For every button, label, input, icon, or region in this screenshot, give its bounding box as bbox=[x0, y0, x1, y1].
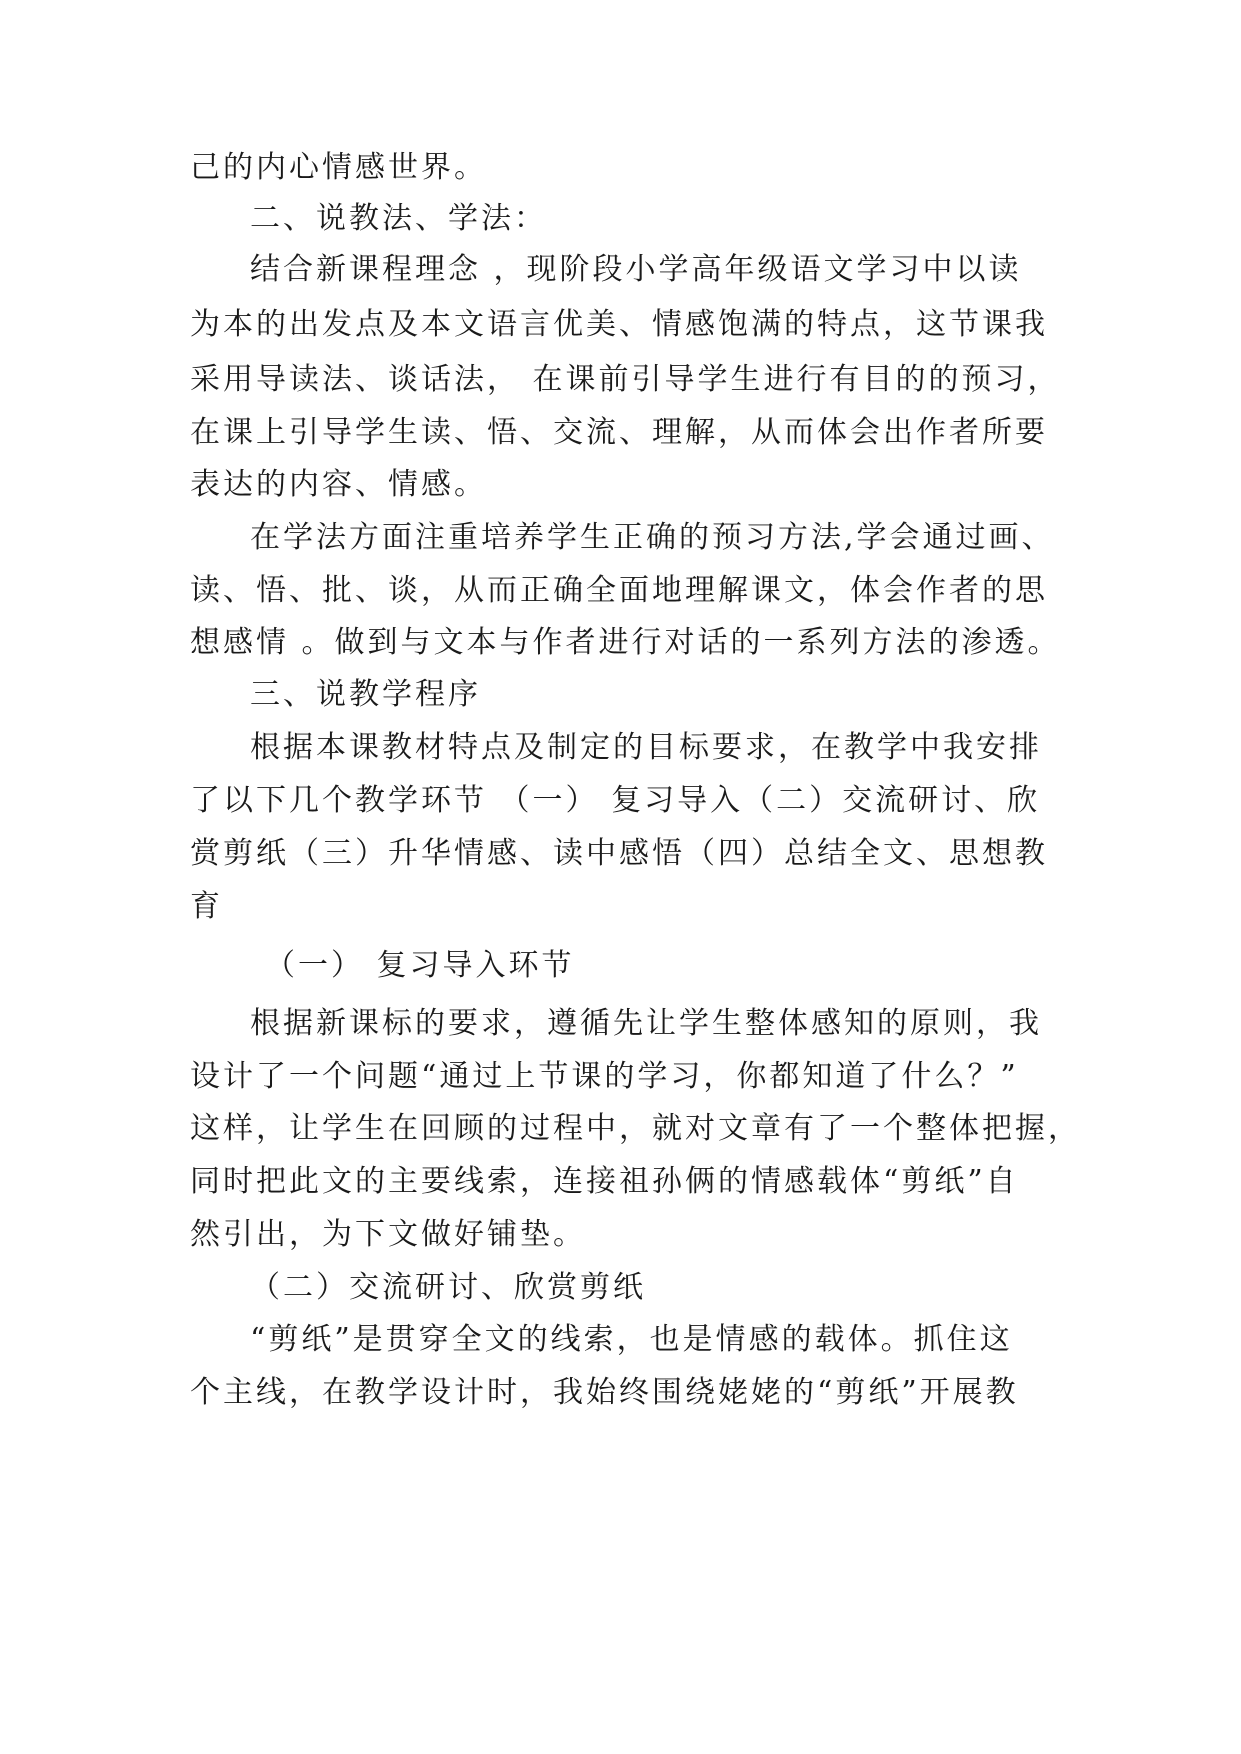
section-heading: 二、说教法、学法： bbox=[250, 201, 547, 236]
text-line: 个主线，在教学设计时，我始终围绕姥姥的“剪纸”开展教 bbox=[190, 1375, 1019, 1410]
text-line: 设计了一个问题“通过上节课的学习，你都知道了什么？” bbox=[190, 1059, 1019, 1094]
text-line: 同时把此文的主要线索，连接祖孙俩的情感载体“剪纸”自 bbox=[190, 1164, 1019, 1199]
text-line: 根据本课教材特点及制定的目标要求，在教学中我安排 bbox=[250, 730, 1042, 765]
text-line: 在学法方面注重培养学生正确的预习方法,学会通过画、 bbox=[250, 520, 1055, 555]
text-line: “剪纸”是贯穿全文的线索，也是情感的载体。抓住这 bbox=[250, 1322, 1013, 1357]
text-line: 了以下几个教学环节 （一） 复习导入（二）交流研讨、欣 bbox=[190, 783, 1041, 818]
text-line: 这样，让学生在回顾的过程中，就对文章有了一个整体把握， bbox=[190, 1111, 1081, 1146]
section-heading: 三、说教学程序 bbox=[250, 677, 481, 712]
text-line: 采用导读法、谈话法， 在课前引导学生进行有目的的预习， bbox=[190, 362, 1061, 397]
subsection-heading: （二）交流研讨、欣赏剪纸 bbox=[250, 1270, 646, 1305]
text-line: 在课上引导学生读、悟、交流、理解，从而体会出作者所要 bbox=[190, 415, 1048, 450]
text-line: 赏剪纸（三）升华情感、读中感悟（四）总结全文、思想教 bbox=[190, 836, 1048, 871]
text-line: 然引出，为下文做好铺垫。 bbox=[190, 1217, 586, 1252]
text-line: 读、悟、批、谈，从而正确全面地理解课文，体会作者的思 bbox=[190, 573, 1048, 608]
text-line: 根据新课标的要求，遵循先让学生整体感知的原则，我 bbox=[250, 1006, 1042, 1041]
text-line: 结合新课程理念 ，现阶段小学高年级语文学习中以读 bbox=[250, 252, 1022, 287]
text-line: 表达的内容、情感。 bbox=[190, 467, 487, 502]
text-line: 为本的出发点及本文语言优美、情感饱满的特点，这节课我 bbox=[190, 307, 1048, 342]
subsection-heading: （一） 复习导入环节 bbox=[265, 948, 575, 983]
text-line: 想感情 。做到与文本与作者进行对话的一系列方法的渗透。 bbox=[190, 625, 1061, 660]
text-line: 育 bbox=[190, 889, 223, 924]
text-line: 己的内心情感世界。 bbox=[190, 150, 487, 185]
